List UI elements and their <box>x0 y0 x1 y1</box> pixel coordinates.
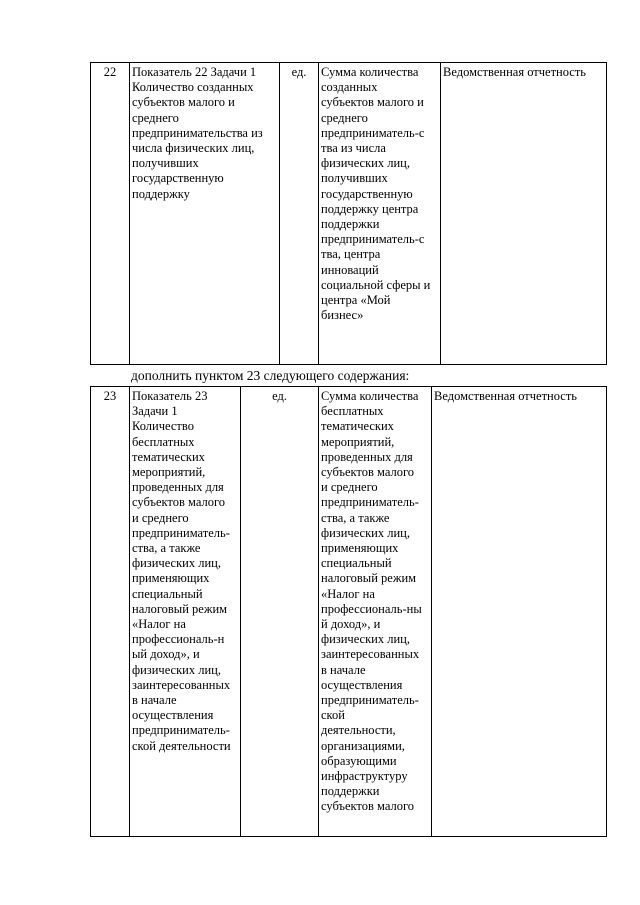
amendment-note: дополнить пунктом 23 следующего содержания: <box>131 368 410 383</box>
row-number: 23 <box>91 387 130 837</box>
calculation-method: Сумма количества созданных субъектов малого и среднего предприниматель-с тва из числа физических лиц, получивших государственную поддержку центра поддержки предприниматель-с тва, центра инноваций социальной сферы и центра «Мой бизнес» <box>319 63 441 365</box>
indicator-table-part-1 <box>90 62 607 365</box>
unit-of-measure: ед. <box>241 387 319 837</box>
indicator-name: Показатель 23 Задачи 1 Количество бесплатных тематических мероприятий, проведенных для субъектов малого и среднего предприниматель- ства, а также физических лиц, применяющих специальный налоговый режим «Налог на профессиональ-н ый доход», и физических лиц, заинтересованных в начале осуществления предприниматель- ской деятельности <box>130 387 241 837</box>
calculation-method: Сумма количества бесплатных тематических мероприятий, проведенных для субъектов малого и среднего предприниматель- ства, а также физических лиц, применяющих специальный налоговый режим «Налог на профессиональ-ны й доход», и физических лиц, заинтересованных в начале осуществления предприниматель- ской деятельности, организациями, образующими инфраструктуру поддержки субъектов малого <box>319 387 432 837</box>
indicator-table-part-2 <box>90 386 607 837</box>
data-source: Ведомственная отчетность <box>432 387 607 837</box>
table-row <box>91 63 607 365</box>
row-number: 22 <box>91 63 130 365</box>
indicator-name: Показатель 22 Задачи 1 Количество созданных субъектов малого и среднего предпринимательства из числа физических лиц, получивших государственную поддержку <box>130 63 280 365</box>
table-row <box>91 387 607 837</box>
data-source: Ведомственная отчетность <box>441 63 607 365</box>
unit-of-measure: ед. <box>280 63 319 365</box>
